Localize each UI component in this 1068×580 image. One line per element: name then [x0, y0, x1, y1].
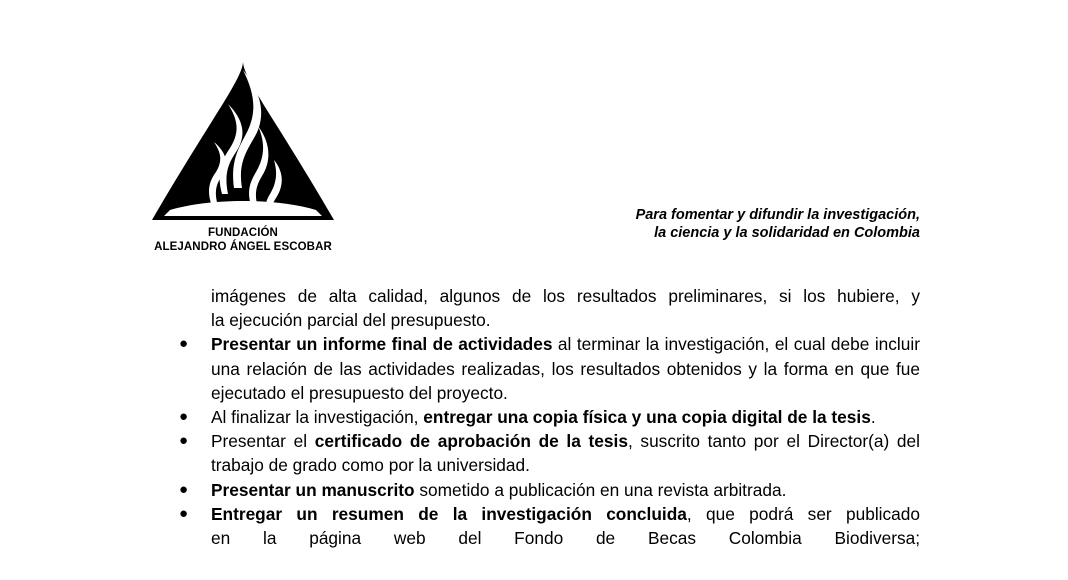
list-item-line: en la página web del Fondo de Becas Colombia Biodiversa;: [211, 528, 920, 549]
list-item-final-report: [177, 332, 920, 405]
foundation-logo: [150, 60, 336, 222]
foundation-motto: [636, 206, 920, 242]
list-item-rest: sometido a publicación en una revista arbitrada.: [414, 479, 787, 500]
list-item-text: [211, 429, 920, 477]
paragraph-line: la ejecución parcial del presupuesto.: [211, 310, 491, 331]
bullet-icon: ●: [179, 432, 189, 450]
list-item-bold: Presentar un informe final de actividades: [211, 334, 553, 355]
bullet-icon: ●: [179, 504, 189, 522]
bullet-icon: ●: [179, 335, 189, 353]
list-item-research-summary: [177, 502, 920, 550]
list-item-manuscript: [177, 478, 920, 502]
list-item-rest: .: [870, 407, 876, 428]
motto-line1: Para fomentar y difundir la investigación,: [635, 207, 920, 223]
foundation-name: [120, 226, 366, 254]
list-item-text: [211, 478, 920, 502]
list-item-thesis-copy: [177, 405, 920, 429]
list-item-line: [211, 502, 920, 526]
list-item-bold: entregar una copia física y una copia digital de la tesis: [423, 407, 871, 428]
paragraph-line: imágenes de alta calidad, algunos de los resultados preliminares, si los hubiere, y: [211, 286, 920, 306]
bullet-icon: ●: [179, 408, 189, 426]
bullet-icon: ●: [179, 480, 189, 498]
list-item-rest: , que podrá ser publicado: [686, 503, 920, 524]
list-item-rest: al terminar la investigación, el cual debe incluir una relación de las actividades realizadas, los resultados obtenidos y la forma en que fue ejecutado el presupuesto del proyecto.: [211, 334, 920, 403]
list-item-pre: Presentar el: [211, 431, 315, 452]
document-body: [177, 284, 920, 550]
foundation-name-line1: FUNDACIÓN: [208, 227, 278, 239]
list-item-bold: Entregar un resumen de la investigación concluida: [211, 503, 687, 524]
list-item-approval-certificate: [177, 429, 920, 477]
document-header: [0, 0, 1068, 270]
motto-line2: la ciencia y la solidaridad en Colombia: [654, 225, 920, 241]
list-item-text: [211, 405, 920, 429]
list-item-rest: , suscrito tanto por el Director(a) del trabajo de grado como por la universidad.: [211, 431, 920, 476]
list-item-text: [211, 332, 920, 405]
flame-triangle-logo-icon: [150, 60, 336, 222]
list-item-pre: Al finalizar la investigación,: [211, 407, 424, 428]
list-item-bold: Presentar un manuscrito: [211, 479, 415, 500]
foundation-name-line2: ALEJANDRO ÁNGEL ESCOBAR: [154, 241, 332, 253]
continued-paragraph: [177, 284, 920, 332]
list-item-bold: certificado de aprobación de la tesis: [314, 431, 628, 452]
list-item-text: [211, 502, 920, 550]
